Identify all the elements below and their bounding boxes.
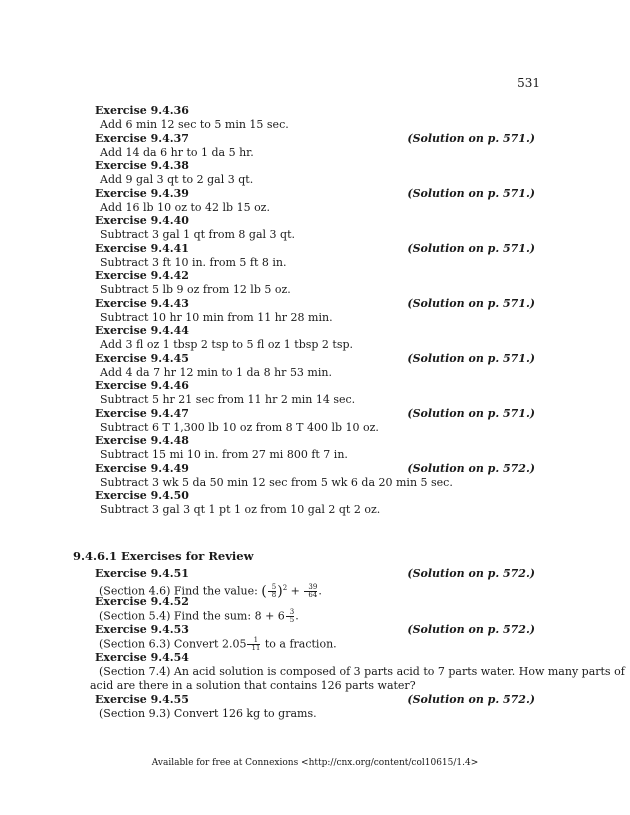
exercise-text: Add 4 da 7 hr 12 min to 1 da 8 hr 53 min. <box>100 365 332 379</box>
solution-reference: (Solution on p. 571.) <box>407 186 535 200</box>
exercise-title: Exercise 9.4.38 <box>95 159 189 172</box>
exercise-title: Exercise 9.4.55 <box>95 693 189 706</box>
exercise-item <box>95 132 535 160</box>
fraction: $\frac{39}{64}$ <box>304 584 317 599</box>
footer-availability: Available for free at Connexions <http://cnx.org/content/col10615/1.4> <box>151 758 479 768</box>
exercise-title: Exercise 9.4.42 <box>95 269 189 282</box>
exercise-title: Exercise 9.4.53 <box>95 623 189 636</box>
exercise-text: Add 14 da 6 hr to 1 da 5 hr. <box>100 145 254 159</box>
exercise-title: Exercise 9.4.39 <box>95 186 189 200</box>
exercise-text-line2: acid are there in a solution that contains 126 parts water? <box>90 679 416 692</box>
exercise-text-line1: (Section 7.4) An acid solution is composed of 3 parts acid to 7 parts water. How many parts of <box>99 665 625 678</box>
exercise-title: Exercise 9.4.52 <box>95 595 189 608</box>
exercise-text: (Section 5.4) Find the sum: 8 + 6 $\frac{3}{5}$ . <box>99 608 299 624</box>
exercise-title: Exercise 9.4.41 <box>95 241 189 255</box>
solution-reference: (Solution on p. 572.) <box>407 461 535 475</box>
section-title: 9.4.6.1 Exercises for Review <box>73 549 254 563</box>
review-exercise <box>90 651 625 693</box>
fraction: $\frac{5}{8}$ <box>268 584 276 599</box>
solution-reference: (Solution on p. 571.) <box>407 296 535 310</box>
exercise-title: Exercise 9.4.45 <box>95 351 189 365</box>
exercise-item <box>95 104 535 132</box>
page-number: 531 <box>517 76 540 90</box>
exercise-title: Exercise 9.4.47 <box>95 406 189 420</box>
solution-reference: (Solution on p. 571.) <box>407 351 535 365</box>
exercise-title: Exercise 9.4.54 <box>95 651 189 664</box>
exercise-text: Add 6 min 12 sec to 5 min 15 sec. <box>100 118 289 131</box>
solution-reference: (Solution on p. 571.) <box>407 406 535 420</box>
exercise-title: Exercise 9.4.40 <box>95 214 189 227</box>
exercise-text: Add 16 lb 10 oz to 42 lb 15 oz. <box>100 200 270 214</box>
exercise-item <box>95 324 535 352</box>
exercise-item <box>95 407 535 435</box>
review-exercise <box>95 693 535 721</box>
exercise-item <box>95 214 535 242</box>
exercise-text: Subtract 5 hr 21 sec from 11 hr 2 min 14 sec. <box>100 393 356 406</box>
review-exercise <box>95 595 535 624</box>
review-exercise <box>95 623 535 652</box>
exercise-text: Subtract 6 T 1,300 lb 10 oz from 8 T 400 lb 10 oz. <box>100 420 379 434</box>
exercise-item <box>95 242 535 270</box>
exercise-item <box>95 159 535 187</box>
exercise-title: Exercise 9.4.37 <box>95 131 189 145</box>
exercise-item <box>95 297 535 325</box>
exercise-text: Add 9 gal 3 qt to 2 gal 3 qt. <box>100 173 254 186</box>
exercise-title: Exercise 9.4.44 <box>95 324 189 337</box>
exercise-item <box>95 462 535 490</box>
exercise-title: Exercise 9.4.49 <box>95 461 189 475</box>
exercise-item <box>95 352 535 380</box>
exercise-item <box>95 489 535 517</box>
fraction: $\frac{1}{11}$ <box>247 637 260 652</box>
solution-reference: (Solution on p. 572.) <box>407 693 535 706</box>
exercise-item <box>95 269 535 297</box>
exercise-text: Subtract 10 hr 10 min from 11 hr 28 min. <box>100 310 333 324</box>
exercise-text: Add 3 fl oz 1 tbsp 2 tsp to 5 fl oz 1 tbsp 2 tsp. <box>100 338 354 351</box>
solution-reference: (Solution on p. 571.) <box>407 241 535 255</box>
exercise-item <box>95 379 535 407</box>
solution-reference: (Solution on p. 572.) <box>407 567 535 580</box>
exercise-text: Subtract 3 gal 3 qt 1 pt 1 oz from 10 gal 2 qt 2 oz. <box>100 503 381 516</box>
fraction: $\frac{3}{5}$ <box>286 609 294 624</box>
solution-reference: (Solution on p. 571.) <box>407 131 535 145</box>
exercise-text: (Section 4.6) Find the value: ( $\frac{5}{8}$ )$^2$ + $\frac{39}{64}$ . <box>99 583 322 600</box>
exercise-text: (Section 9.3) Convert 126 kg to grams. <box>99 707 317 720</box>
exercise-text: Subtract 5 lb 9 oz from 12 lb 5 oz. <box>100 283 291 296</box>
solution-reference: (Solution on p. 572.) <box>407 623 535 636</box>
exercise-item <box>95 187 535 215</box>
exercise-title: Exercise 9.4.43 <box>95 296 189 310</box>
exercise-text: Subtract 3 wk 5 da 50 min 12 sec from 5 wk 6 da 20 min 5 sec. <box>100 475 453 489</box>
exercise-title: Exercise 9.4.36 <box>95 104 189 117</box>
exercise-title: Exercise 9.4.51 <box>95 567 189 580</box>
exercise-item <box>95 434 535 462</box>
exercise-text: (Section 6.3) Convert 2.05 $\frac{1}{11}$ to a fraction. <box>99 636 337 652</box>
exercise-title: Exercise 9.4.46 <box>95 379 189 392</box>
exercise-title: Exercise 9.4.50 <box>95 489 189 502</box>
exercise-title: Exercise 9.4.48 <box>95 434 189 447</box>
exercise-text: Subtract 3 ft 10 in. from 5 ft 8 in. <box>100 255 287 269</box>
exercise-text: Subtract 15 mi 10 in. from 27 mi 800 ft 7 in. <box>100 448 348 461</box>
exercise-text: Subtract 3 gal 1 qt from 8 gal 3 qt. <box>100 228 295 241</box>
